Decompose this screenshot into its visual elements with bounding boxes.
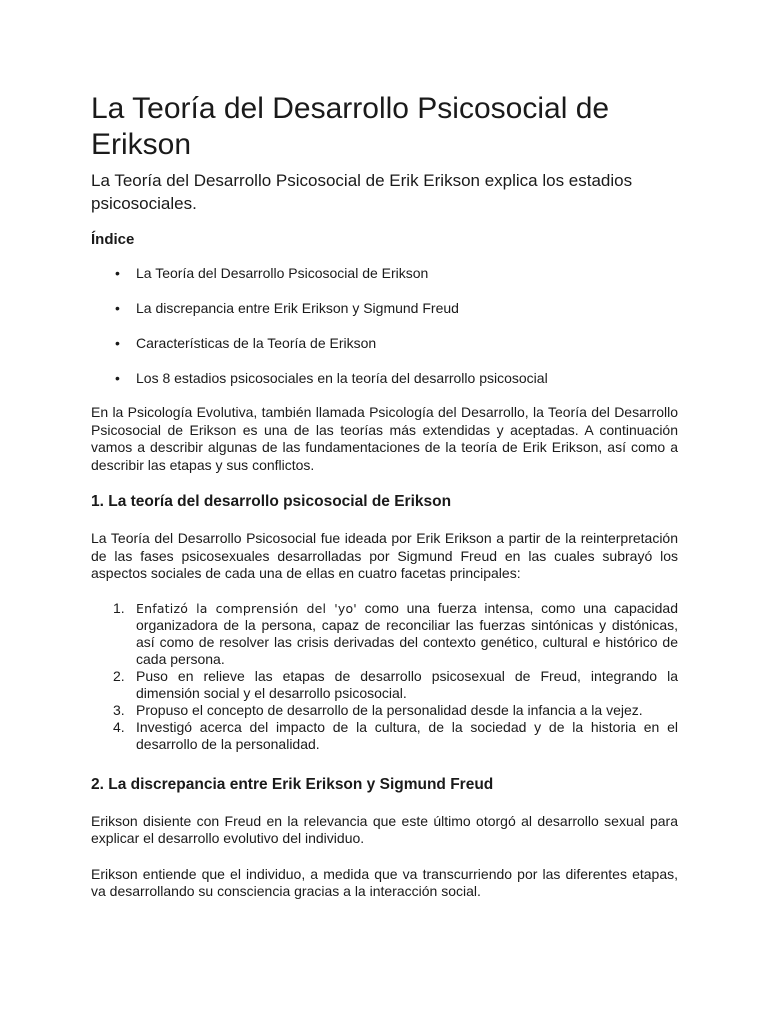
bullet-icon: • — [115, 370, 120, 386]
facet-text: Propuso el concepto de desarrollo de la personalidad desde la infancia a la vejez. — [136, 701, 643, 718]
bullet-icon: • — [115, 300, 120, 316]
facet-item — [91, 702, 678, 719]
toc-item[interactable] — [91, 369, 678, 387]
section-2-paragraph: Erikson disiente con Freud en la relevancia que este último otorgó al desarrollo sexual para explicar el desarrollo evolutivo del individuo. — [91, 812, 678, 846]
facet-number: 3. — [113, 701, 125, 718]
section-1-heading: 1. La teoría del desarrollo psicosocial de Erikson — [91, 493, 452, 510]
bullet-icon: • — [115, 335, 120, 351]
section-2-heading: 2. La discrepancia entre Erik Erikson y Sigmund Freud — [91, 775, 494, 793]
facet-text: Investigó acerca del impacto de la cultura, de la sociedad y de la historia en el desarrollo de la personalidad. — [136, 718, 678, 752]
table-of-contents — [91, 264, 678, 387]
document-subtitle: La Teoría del Desarrollo Psicosocial de Erik Erikson explica los estadios psicosociales. — [91, 171, 633, 213]
facet-text: Puso en relieve las etapas de desarrollo psicosexual de Freud, integrando la dimensión social y el desarrollo psicosocial. — [136, 667, 678, 701]
toc-item-label: La discrepancia entre Erik Erikson y Sigmund Freud — [136, 300, 459, 316]
toc-item-label: Características de la Teoría de Erikson — [136, 335, 377, 351]
facets-list — [91, 600, 678, 753]
facet-text: como una fuerza intensa, como una capacidad organizadora de la persona, capaz de reconciliar las fuerzas sintónicas y distónicas, así como de resolver las crisis derivadas del contexto genético, cultural e histórico de cada persona. — [136, 599, 678, 667]
facet-number: 2. — [113, 667, 125, 684]
toc-item[interactable] — [91, 264, 678, 282]
facet-item — [91, 719, 678, 753]
toc-item[interactable] — [91, 334, 678, 352]
toc-item[interactable] — [91, 299, 678, 317]
facet-number: 1. — [113, 599, 125, 616]
toc-item-label: Los 8 estadios psicosociales en la teoría del desarrollo psicosocial — [136, 370, 548, 386]
section-2-paragraph: Erikson entiende que el individuo, a medida que va transcurriendo por las diferentes etapas, va desarrollando su consciencia gracias a la interacción social. — [91, 865, 678, 899]
index-heading: Índice — [91, 231, 135, 248]
facet-item — [91, 600, 678, 668]
facet-number: 4. — [113, 718, 125, 735]
toc-item-label: La Teoría del Desarrollo Psicosocial de Erikson — [136, 265, 429, 281]
intro-paragraph: En la Psicología Evolutiva, también llamada Psicología del Desarrollo, la Teoría del Desarrollo Psicosocial de Erikson es una de las teorías más extendidas y aceptadas. A continuación vamos a describir algunas de las fundamentaciones de la teoría de Erik Erikson, así como a describir las etapas y sus conflictos. — [91, 404, 678, 473]
facet-item — [91, 668, 678, 702]
facet-lead-text: Enfatizó la comprensión del 'yo' — [136, 600, 357, 616]
section-1-paragraph: La Teoría del Desarrollo Psicosocial fue ideada por Erik Erikson a partir de la reinterpretación de las fases psicosexuales desarrolladas por Sigmund Freud en las cuales subrayó los aspectos sociales de cada una de ellas en cuatro facetas principales: — [91, 530, 678, 581]
bullet-icon: • — [115, 265, 120, 281]
document-title: La Teoría del Desarrollo Psicosocial de Erikson — [91, 92, 610, 161]
